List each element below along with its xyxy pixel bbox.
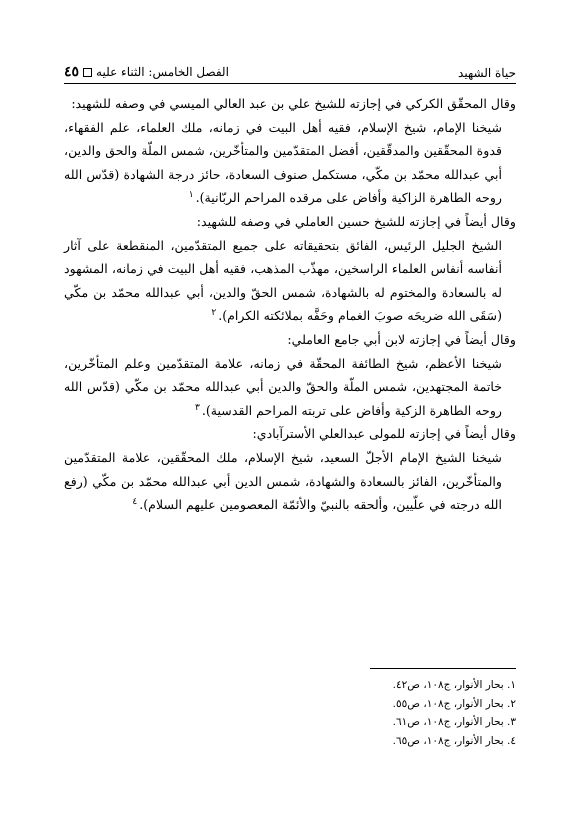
quotation-paragraph bbox=[64, 234, 516, 328]
page-number: ٤٥ bbox=[64, 64, 80, 80]
footnote-item: ٤. بحار الأنوار، ج١٠٨، ص٦٥. bbox=[392, 734, 516, 747]
attribution-line bbox=[64, 328, 516, 352]
paragraph-text: شيخنا الشيخ الإمام الأجلّ السعيد، شيخ الإسلام، ملك المحقّقين، علامة المتقدّمين والمتأخّرين، الفائز بالسعادة والشهادة، شمس الدين أبي عبدالله محمّد بن مكّي (رفع الله درجته في علّيين، وألحقه بالنبيّ والأئمّة المعصومين عليهم السلام). bbox=[64, 449, 502, 513]
paragraph-text: وقال أيضاً في إجازته للشيخ حسين العاملي في وصفه للشهيد: bbox=[196, 213, 516, 229]
footnote-marker: ٢ bbox=[211, 308, 217, 319]
paragraph-text: شيخنا الإمام، شيخ الإسلام، فقيه أهل البيت في زمانه، ملك العلماء، علم الفقهاء، قدوة المحقّقين والمدقّقين، أفضل المتقدّمين والمتأخّرين، شمس الملّة والحق والدين، أبي عبدالله محمّد بن مكّي، مستكمل صنوف السعادة، حائز درجة الشهادة (قدّس الله روحه الطاهرة الزاكية وأفاض على مرقده المراحم الربّانية). bbox=[64, 119, 502, 206]
paragraph-text: وقال المحقّق الكركي في إجازته للشيخ علي بن عبد العالي الميسي في وصفه للشهيد: bbox=[71, 96, 516, 111]
header-rule bbox=[64, 83, 516, 84]
attribution-line bbox=[64, 422, 516, 446]
footnote-item: ١. بحار الأنوار، ج١٠٨، ص٤٢. bbox=[392, 679, 516, 691]
square-ornament-icon bbox=[83, 68, 92, 77]
quotation-paragraph bbox=[64, 446, 516, 517]
quotation-paragraph bbox=[64, 352, 516, 423]
main-text bbox=[64, 92, 516, 517]
paragraph-text: الشيخ الجليل الرئيس، الفائق بتحقيقاته على جميع المتقدّمين، المنقطعة على آثار أنفاسه أنفاس العلماء الراسخين، مهذّب المذهب، فقيه أهل البيت في زمانه، المشهود له بالسعادة والمختوم له بالشهادة، شمس الحقّ والدين، أبي عبدالله محمّد بن مكّي (سَقَى الله ضريحَه صوبَ الغمام وحَفَّه بملائكته الكرام). bbox=[64, 237, 502, 324]
footnote-item: ٣. بحار الأنوار، ج١٠٨، ص٦١. bbox=[392, 716, 516, 728]
attribution-line bbox=[64, 210, 516, 234]
quotation-paragraph bbox=[64, 116, 516, 210]
footnote-marker: ٤ bbox=[132, 496, 138, 507]
paragraph-text: وقال أيضاً في إجازته للمولى عبدالعلي الأسترآبادي: bbox=[252, 426, 516, 442]
chapter-name: الفصل الخامس: الثناء عليه bbox=[96, 65, 229, 79]
footnote-marker: ١ bbox=[188, 190, 194, 201]
running-header bbox=[64, 60, 516, 80]
footnotes bbox=[64, 676, 516, 750]
book-title: حياة الشهيد bbox=[458, 66, 516, 80]
attribution-line bbox=[64, 92, 516, 116]
footnote-item: ٢. بحار الأنوار، ج١٠٨، ص٥٥. bbox=[392, 697, 516, 710]
footnote-marker: ٣ bbox=[194, 402, 200, 413]
footnote-rule bbox=[370, 668, 516, 669]
paragraph-text: شيخنا الأعظم، شيخ الطائفة المحقّة في زمانه، علامة المتقدّمين وعلم المتأخّرين، خاتمة المجتهدين، شمس الملّة والحقّ والدين أبي عبدالله محمّد بن مكّي (قدّس الله روحه الطاهرة الزكية وأفاض على تربته المراحم القدسية). bbox=[64, 355, 502, 418]
paragraph-text: وقال أيضاً في إجازته لابن أبي جامع العاملي: bbox=[287, 331, 516, 347]
chapter-title bbox=[64, 64, 229, 80]
